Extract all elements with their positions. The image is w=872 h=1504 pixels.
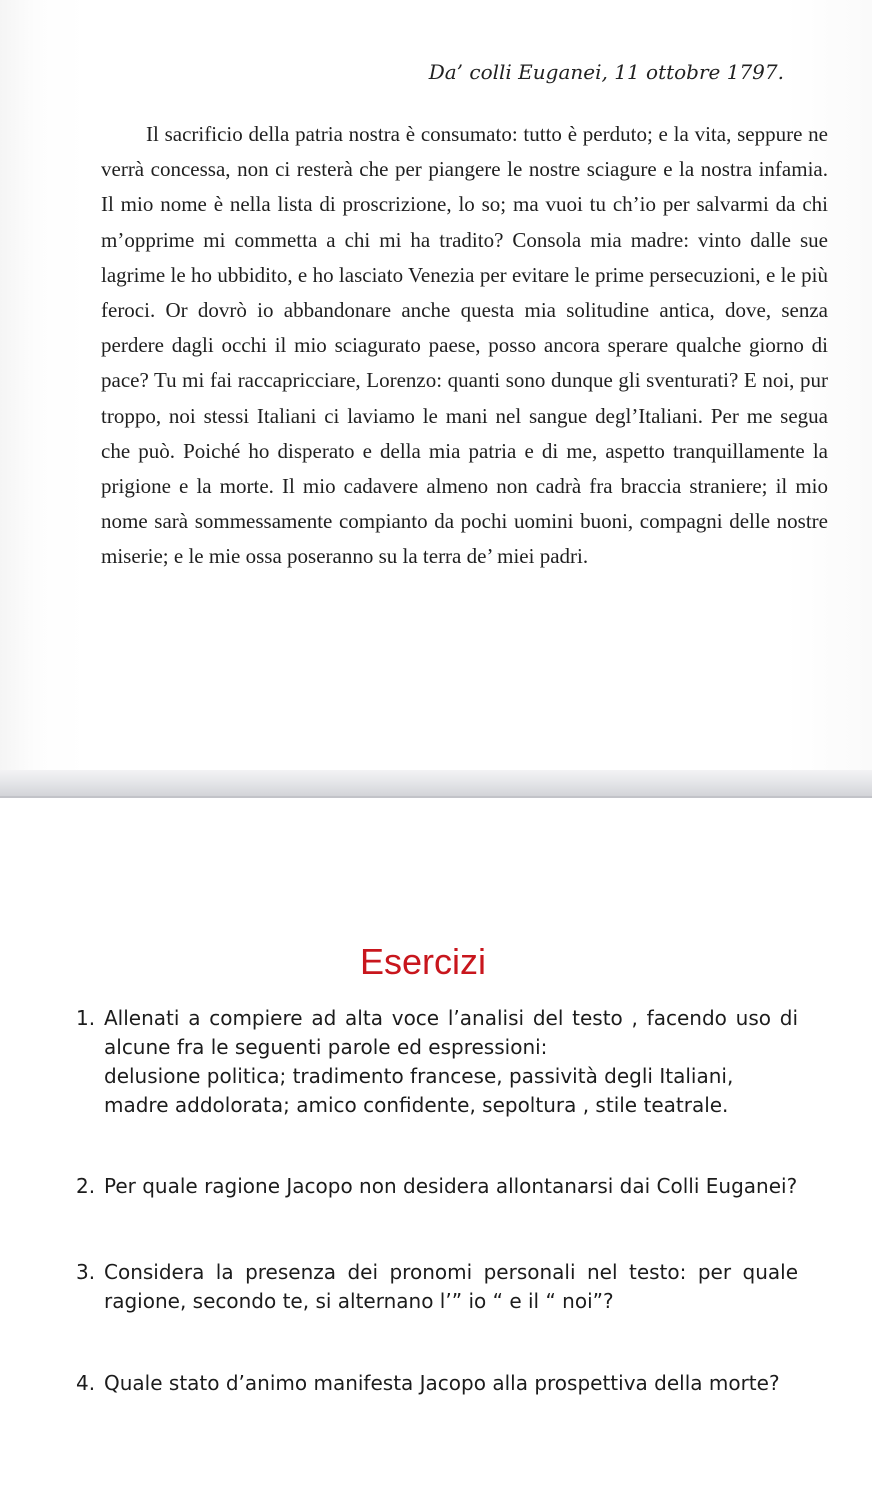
exercise-number: 3. [76,1260,96,1284]
exercise-item-4 [76,1369,798,1398]
exercise-item-3 [76,1258,798,1316]
exercises-title: Esercizi [359,941,487,982]
letter-body: Il sacrificio della patria nostra è consumato: tutto è perduto; e la vita, seppure ne verrà concessa, non ci resterà che per piangere le nostre sciagure e la nostra infamia. Il mio nome è nella lista di proscrizione, lo so; ma vuoi tu ch’io per salvarmi da chi m’opprime mi commetta a chi mi ha tradito? Consola mia madre: vinto dalle sue lagrime le ho ubbidito, e ho lasciato Venezia per evitare le prime persecuzioni, e le più feroci. Or dovrò io abbandonare anche questa mia solitudine antica, dove, senza perdere dagli occhi il mio sciagurato paese, posso ancora sperare qualche giorno di pace? Tu mi fai raccapricciare, Lorenzo: quanti sono dunque gli sventurati? E noi, pur troppo, noi stessi Italiani ci laviamo le mani nel sangue degl’Italiani. Per me segua che può. Poiché ho disperato e della mia patria e di me, aspetto tranquillamente la prigione e la morte. Il mio cadavere almeno non cadrà fra braccia straniere; il mio nome sarà sommessamente compianto da pochi uomini buoni, compagni delle nostre miserie; e le mie ossa poseranno su la terra de’ miei padri. [101,122,828,569]
exercise-number: 1. [76,1006,96,1030]
exercise-number: 4. [76,1371,96,1395]
exercise-text: Considera la presenza dei pronomi personali nel testo: per quale ragione, secondo te, si alternano l’” io “ e il “ noi”? [104,1260,798,1313]
letter-dateline: Da’ colli Euganei, 11 ottobre 1797. [428,60,784,84]
exercise-text: Quale stato d’animo manifesta Jacopo alla prospettiva della morte? [104,1371,780,1395]
page-separator [0,770,872,798]
exercise-number: 2. [76,1174,96,1198]
exercise-item-2 [76,1172,798,1201]
exercise-text: Allenati a compiere ad alta voce l’analisi del testo , facendo uso di alcune fra le seguenti parole ed espressioni: [104,1006,798,1059]
exercise-keywords: delusione politica; tradimento francese, passività degli Italiani, madre addolorata; amico confidente, sepoltura , stile teatrale. [104,1064,734,1117]
exercise-item-1 [76,1004,798,1120]
exercise-text: Per quale ragione Jacopo non desidera allontanarsi dai Colli Euganei? [104,1174,798,1198]
exercises-list [0,798,872,1504]
exercises-page [0,798,872,1504]
